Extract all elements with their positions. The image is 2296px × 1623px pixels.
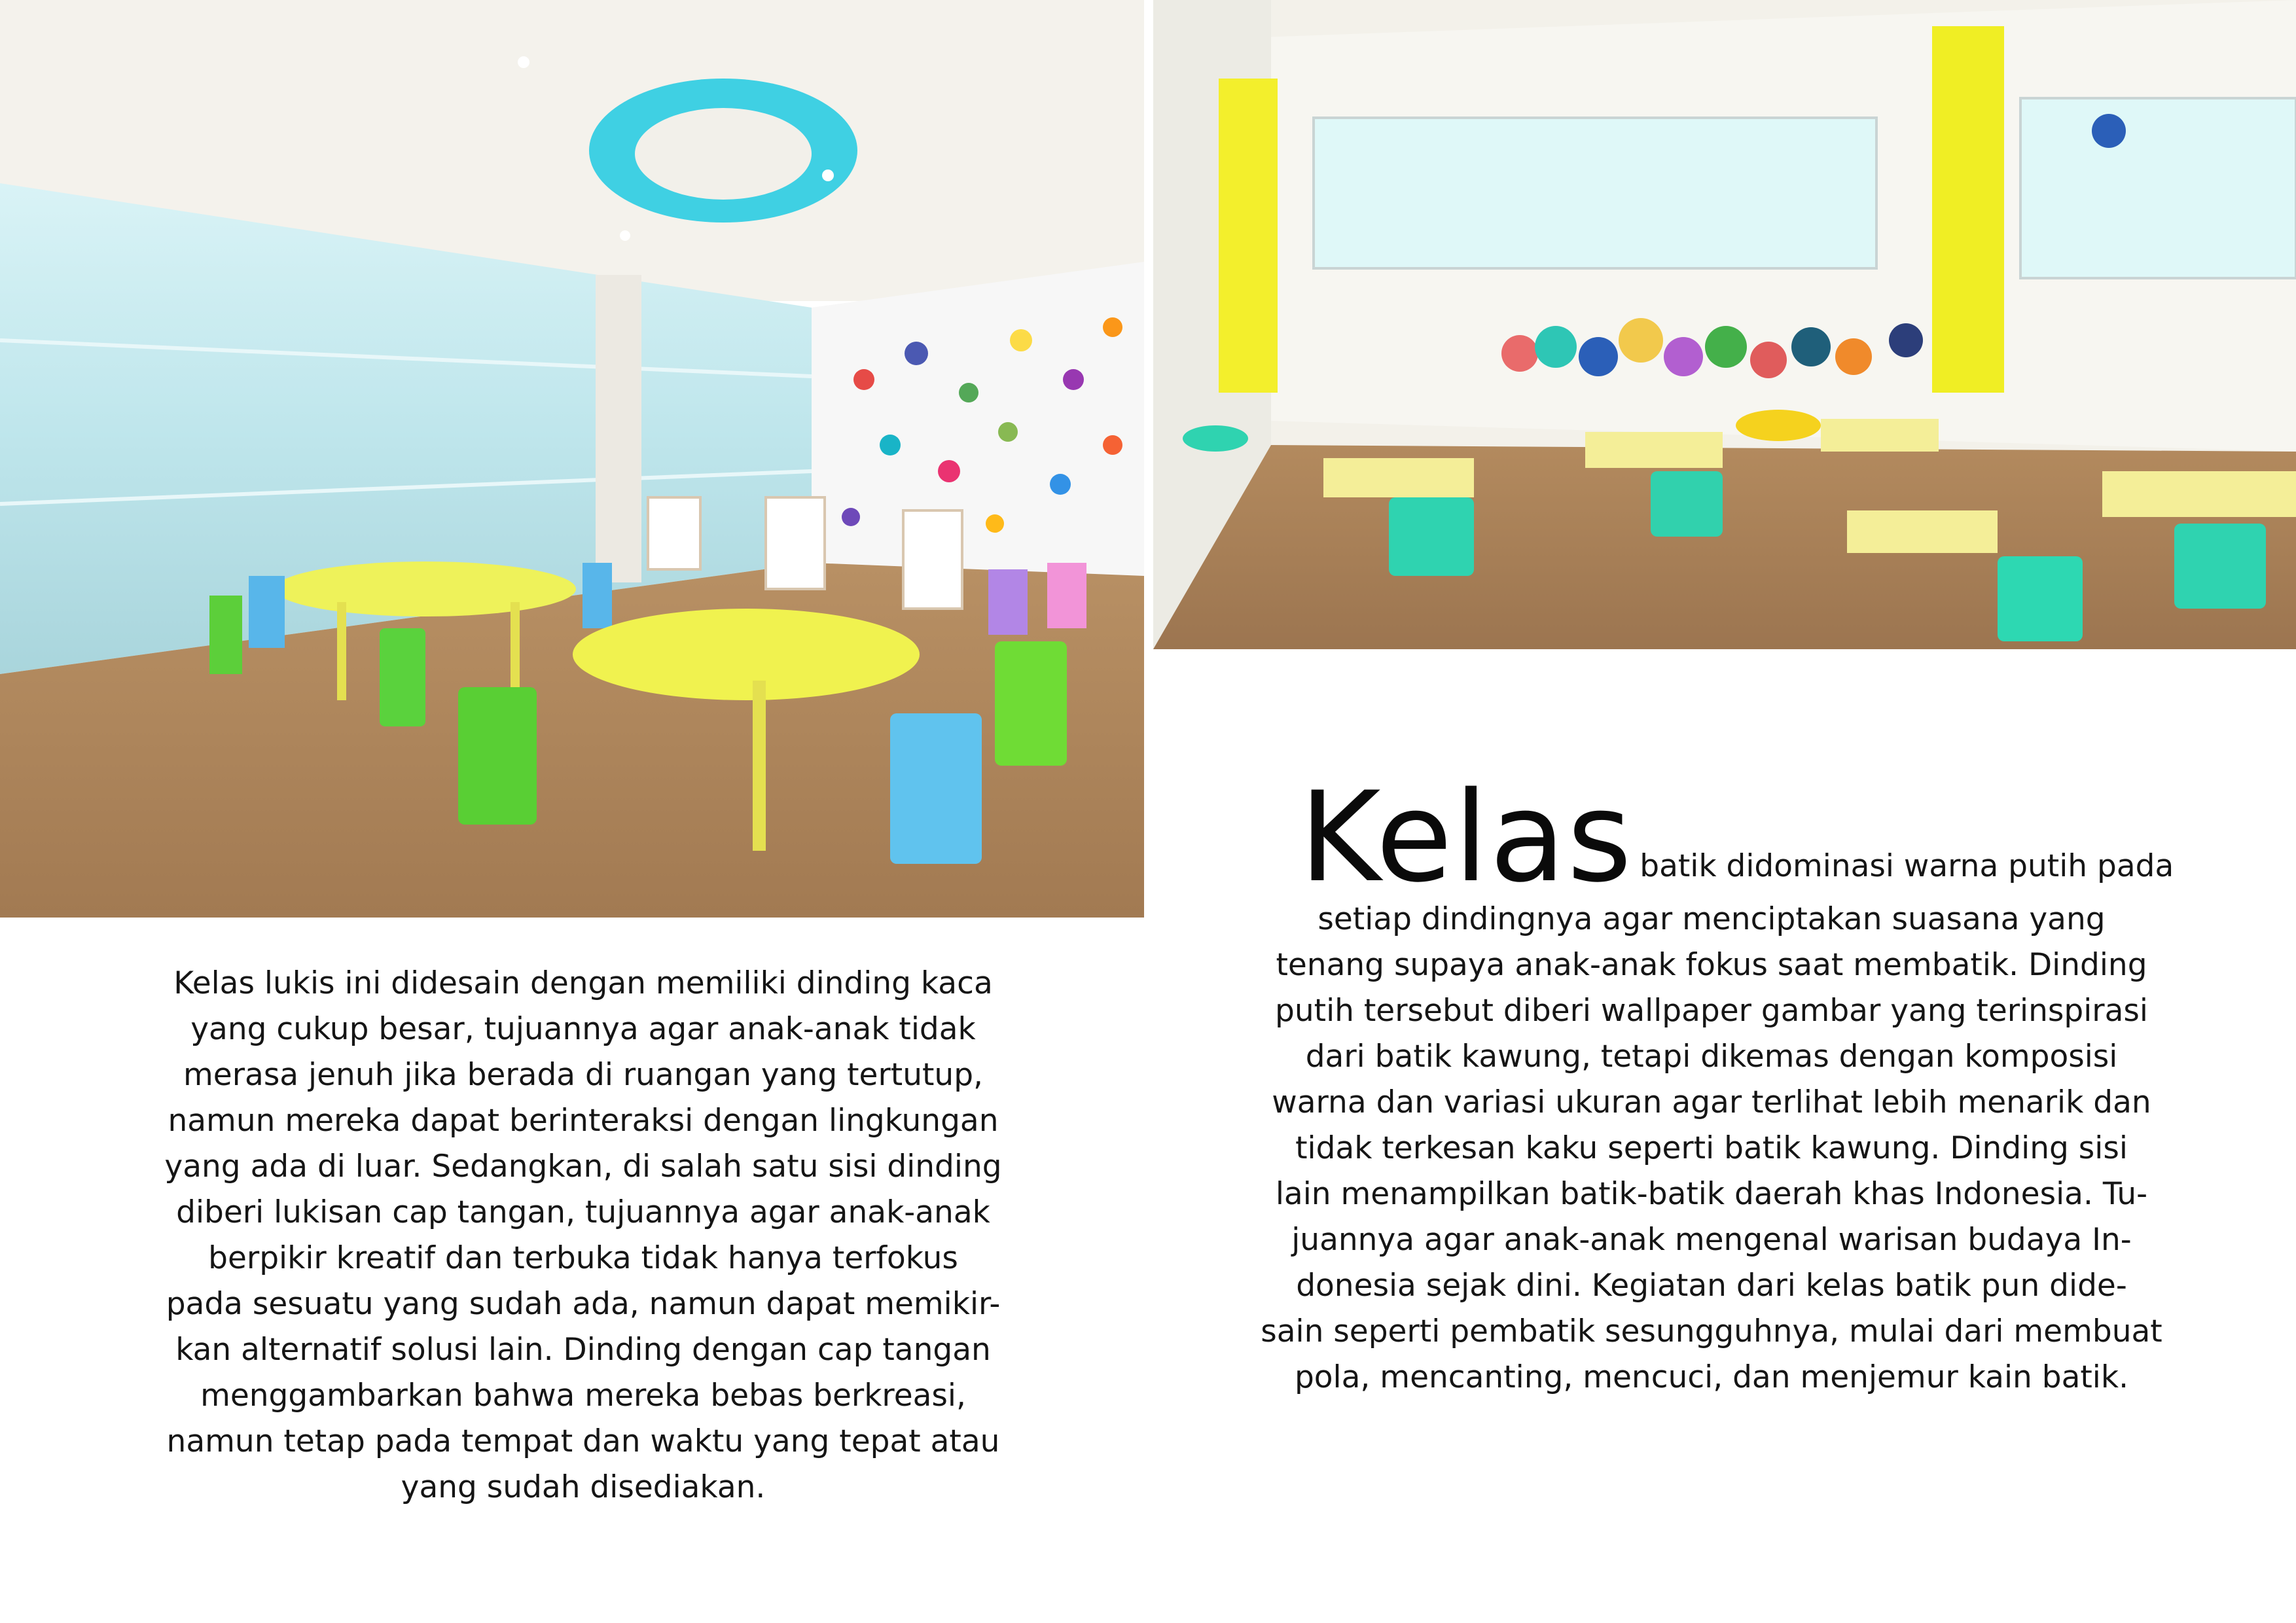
text-line: pada sesuatu yang sudah ada, namun dapat memikir- xyxy=(166,1286,1001,1322)
text-line: batik didominasi warna putih pada xyxy=(1640,848,2174,884)
text-line: lain menampilkan batik-batik daerah khas Indonesia. Tu- xyxy=(1275,1176,2148,1212)
text-line: tenang supaya anak-anak fokus saat membatik. Dinding xyxy=(1276,947,2147,983)
text-line: namun mereka dapat berinteraksi dengan lingkungan xyxy=(168,1103,999,1139)
text-line: tidak terkesan kaku seperti batik kawung. Dinding sisi xyxy=(1295,1130,2128,1166)
text-line: sain seperti pembatik sesungguhnya, mulai dari membuat xyxy=(1261,1313,2162,1349)
text-line: diberi lukisan cap tangan, tujuannya agar anak-anak xyxy=(176,1194,990,1230)
first-line xyxy=(1247,765,2176,910)
text-line: juannya agar anak-anak mengenal warisan budaya In- xyxy=(1291,1222,2132,1258)
text-line: dari batik kawung, tetapi dikemas dengan komposisi xyxy=(1305,1039,2118,1075)
text-line: kan alternatif solusi lain. Dinding dengan cap tangan xyxy=(175,1332,991,1368)
text-line: setiap dindingnya agar menciptakan suasana yang xyxy=(1318,901,2106,937)
text-line: Kelas lukis ini didesain dengan memiliki dinding kaca xyxy=(173,965,993,1001)
text-line: yang sudah disediakan. xyxy=(401,1469,766,1505)
text-line: putih tersebut diberi wallpaper gambar yang terinspirasi xyxy=(1275,993,2148,1029)
text-line: donesia sejak dini. Kegiatan dari kelas batik pun dide- xyxy=(1296,1268,2127,1304)
batik-classroom-illustration xyxy=(1153,0,2296,649)
text-line: namun tetap pada tempat dan waktu yang tepat atau xyxy=(166,1423,1000,1459)
text-line: pola, mencanting, mencuci, dan menjemur kain batik. xyxy=(1294,1359,2129,1395)
batik-classroom-image xyxy=(1153,0,2296,649)
text-line: yang ada di luar. Sedangkan, di salah satu sisi dinding xyxy=(164,1149,1002,1185)
text-line: berpikir kreatif dan terbuka tidak hanya terfokus xyxy=(208,1240,958,1276)
painting-classroom-illustration xyxy=(0,0,1144,918)
text-line: menggambarkan bahwa mereka bebas berkreasi, xyxy=(200,1378,966,1414)
painting-classroom-image xyxy=(0,0,1144,918)
painting-class-description xyxy=(148,961,1018,1510)
text-line: merasa jenuh jika berada di ruangan yang tertutup, xyxy=(183,1057,983,1093)
batik-class-description xyxy=(1247,765,2176,1400)
lead-word: Kelas xyxy=(1299,765,1634,910)
text-line: warna dan variasi ukuran agar terlihat lebih menarik dan xyxy=(1272,1084,2151,1120)
text-line: yang cukup besar, tujuannya agar anak-anak tidak xyxy=(190,1011,976,1047)
